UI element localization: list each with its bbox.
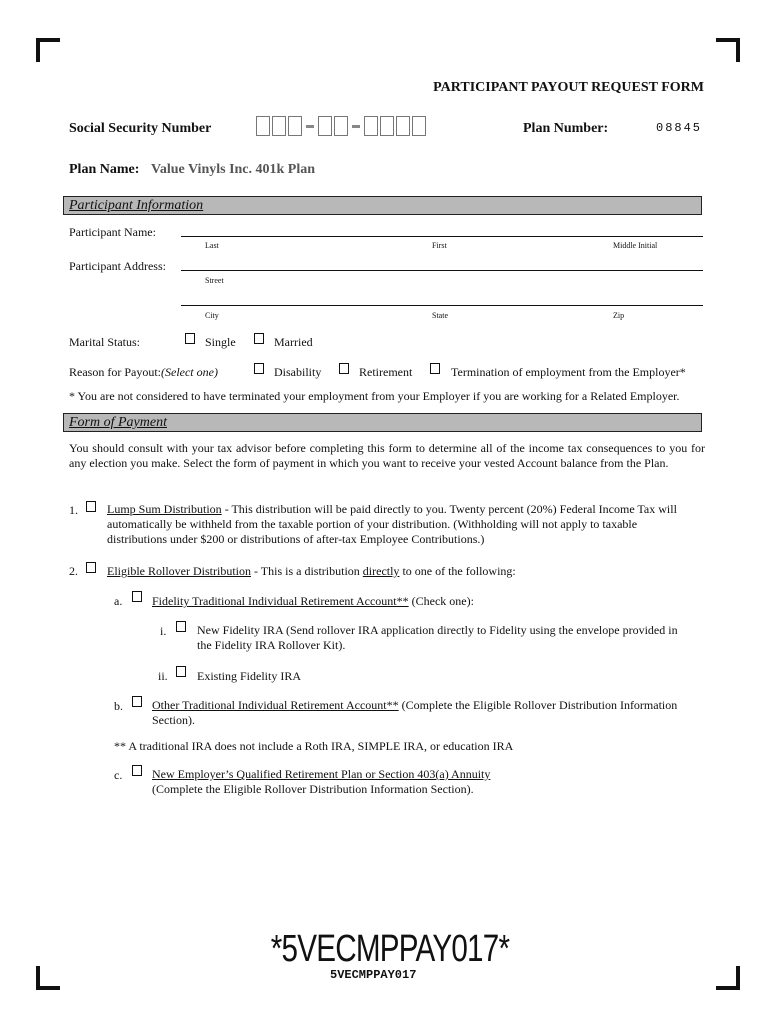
ssn-label: Social Security Number [69,121,212,136]
single-checkbox[interactable] [185,333,195,344]
lump-sum-title: Lump Sum Distribution [107,502,222,516]
retirement-label: Retirement [359,365,413,379]
form-of-payment-title: Form of Payment [69,415,167,430]
married-checkbox[interactable] [254,333,264,344]
barcode: *5VECMPPAY017* [270,928,510,970]
plan-number-value: 08845 [656,121,703,135]
state-caption: State [432,311,448,320]
directly-word: directly [362,564,400,578]
option-i-text [197,623,707,653]
lump-sum-desc-1: - This distribution will be paid directly to you. Twenty percent (20%) Federal Income Tax will [221,502,677,516]
termination-checkbox[interactable] [430,363,440,374]
lump-sum-desc-3: distributions under $200 or distributions of after-tax Employee Contributions.) [107,532,485,546]
new-fidelity-ira-checkbox[interactable] [176,621,186,632]
ira-footnote: ** A traditional IRA does not include a Roth IRA, SIMPLE IRA, or education IRA [114,739,514,753]
form-of-payment-header [63,413,702,432]
street-caption: Street [205,276,224,285]
ssn-dash [306,125,314,128]
retirement-checkbox[interactable] [339,363,349,374]
ssn-digit-box[interactable] [396,116,410,136]
reason-label-text: Reason for Payout: [69,365,161,379]
ssn-digit-box[interactable] [380,116,394,136]
zip-caption: Zip [613,311,625,320]
option-i-numeral: i. [160,624,167,638]
option-c-text [152,767,707,797]
option2-number: 2. [69,564,78,578]
participant-name-line[interactable] [181,236,703,237]
ssn-digit-box[interactable] [334,116,348,136]
street-line[interactable] [181,270,703,271]
other-ira-checkbox[interactable] [132,696,142,707]
option2-text [107,564,516,579]
corner-mark-top-right [716,38,740,62]
first-name-caption: First [432,241,447,250]
option-a-letter: a. [114,594,123,608]
corner-mark-bottom-left [36,966,60,990]
form-title: PARTICIPANT PAYOUT REQUEST FORM [433,80,704,95]
last-name-caption: Last [205,241,219,250]
option-b-text [152,698,707,728]
option-ii-numeral: ii. [158,669,168,683]
middle-initial-caption: Middle Initial [613,241,658,250]
other-ira-desc-1: (Complete the Eligible Rollover Distribution Information [398,698,678,712]
ssn-dash [352,125,360,128]
option-a-text [152,594,474,609]
ssn-digit-box[interactable] [364,116,378,136]
option1-text [107,502,707,547]
ssn-digit-box[interactable] [288,116,302,136]
other-ira-desc-2: Section). [152,713,195,727]
new-employer-plan-title: New Employer’s Qualified Retirement Plan or Section 403(a) Annuity [152,767,491,781]
reason-hint: (Select one) [161,365,218,379]
ssn-digit-box[interactable] [318,116,332,136]
participant-address-label: Participant Address: [69,259,166,273]
option1-number: 1. [69,503,78,517]
marital-status-label: Marital Status: [69,335,140,349]
related-employer-footnote: * You are not considered to have terminated your employment from your Employer if you are working for a Related Employer. [69,389,680,403]
new-employer-plan-checkbox[interactable] [132,765,142,776]
fidelity-ira-title: Fidelity Traditional Individual Retirement Account** [152,594,409,608]
corner-mark-bottom-right [716,966,740,990]
single-label: Single [205,335,236,349]
lump-sum-desc-2: automatically be withheld from the taxable portion of your distribution. (Withholding will not apply to taxable [107,517,638,531]
corner-mark-top-left [36,38,60,62]
new-employer-plan-desc: (Complete the Eligible Rollover Distribution Information Section). [152,782,474,796]
eligible-rollover-checkbox[interactable] [86,562,96,573]
fidelity-ira-checkbox[interactable] [132,591,142,602]
ssn-digit-box[interactable] [412,116,426,136]
participant-info-header [63,196,702,215]
city-state-zip-line[interactable] [181,305,703,306]
married-label: Married [274,335,313,349]
new-fidelity-ira-desc-2: the Fidelity IRA Rollover Kit). [197,638,346,652]
disability-checkbox[interactable] [254,363,264,374]
participant-name-label: Participant Name: [69,225,156,239]
fidelity-ira-desc: (Check one): [408,594,474,608]
existing-fidelity-ira-label: Existing Fidelity IRA [197,669,302,683]
option-c-letter: c. [114,768,123,782]
existing-fidelity-ira-checkbox[interactable] [176,666,186,677]
city-caption: City [205,311,219,320]
reason-label [69,365,218,380]
disability-label: Disability [274,365,322,379]
termination-label: Termination of employment from the Employer* [451,365,686,379]
ssn-digit-box[interactable] [272,116,286,136]
plan-name-label: Plan Name: [69,162,140,177]
plan-name-value: Value Vinyls Inc. 401k Plan [151,162,316,177]
barcode-text: 5VECMPPAY017 [330,968,417,982]
ssn-input[interactable] [256,116,426,136]
participant-info-title: Participant Information [69,198,204,213]
option-b-letter: b. [114,699,123,713]
other-ira-title: Other Traditional Individual Retirement Account** [152,698,399,712]
lump-sum-checkbox[interactable] [86,501,96,512]
payment-intro: You should consult with your tax advisor before completing this form to determine all of the income tax consequences to you for any election you make. Select the form of payment in which you want to receive your vested Account balance from the Plan. [69,441,705,470]
new-fidelity-ira-desc-1: New Fidelity IRA (Send rollover IRA application directly to Fidelity using the envelope provided in [197,623,678,637]
eligible-rollover-desc-b: to one of the following: [399,564,516,578]
eligible-rollover-title: Eligible Rollover Distribution [107,564,251,578]
eligible-rollover-desc-a: - This is a distribution [251,564,363,578]
plan-number-label: Plan Number: [523,121,609,136]
ssn-digit-box[interactable] [256,116,270,136]
